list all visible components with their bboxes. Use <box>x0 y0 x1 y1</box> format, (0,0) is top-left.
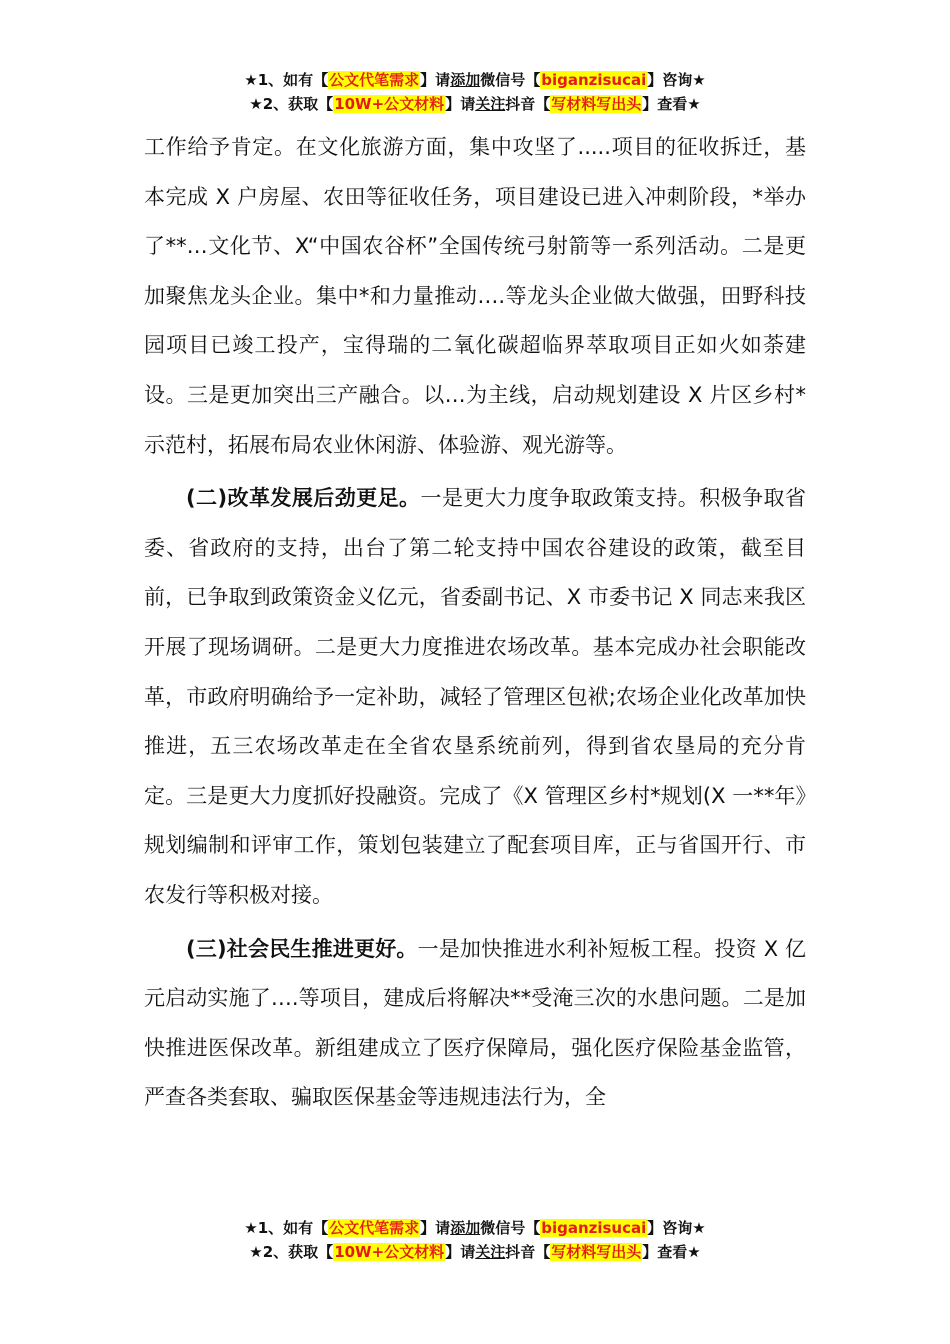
section-heading: (三)社会民生推进更好。 <box>186 936 418 961</box>
paragraph-text: 一是加快推进水利补短板工程。投资 X 亿元启动实施了….等项目，建成后将解决**受淹三次的水患问题。二是加快推进医保改革。新组建成立了医疗保障局，强化医疗保险基金监管，严查各类套取、骗取医保基金等违规违法行为，全 <box>144 936 806 1110</box>
banner-wechat-id: biganzisucai <box>541 1219 647 1237</box>
banner-text: ★1、如有【 <box>244 71 329 89</box>
banner-text: 】请 <box>420 1219 451 1237</box>
banner-text: ★2、获取【 <box>249 1243 334 1261</box>
banner-text: 】咨询★ <box>647 71 706 89</box>
banner-douyin-id: 写材料写出头 <box>551 95 642 113</box>
banner-line-1 <box>0 1216 950 1240</box>
section-heading: (二)改革发展后劲更足。 <box>186 486 421 511</box>
banner-text: 】请 <box>445 95 476 113</box>
banner-line-2 <box>0 1240 950 1264</box>
paragraph-reform <box>144 474 806 920</box>
footer-banner <box>0 1216 950 1264</box>
header-banner <box>0 68 950 116</box>
banner-underline-text: 关注 <box>475 95 506 113</box>
banner-line-2 <box>0 92 950 116</box>
banner-text: 】请 <box>420 71 451 89</box>
banner-text: ★2、获取【 <box>249 95 334 113</box>
banner-underline-text: 添加 <box>450 71 481 89</box>
banner-highlight: 公文代笔需求 <box>329 1219 420 1237</box>
banner-wechat-id: biganzisucai <box>541 71 647 89</box>
banner-text: 】查看★ <box>642 95 701 113</box>
banner-text: 】请 <box>445 1243 476 1261</box>
banner-text: ★1、如有【 <box>244 1219 329 1237</box>
banner-text: 】查看★ <box>642 1243 701 1261</box>
banner-highlight: 10W+公文材料 <box>334 1243 445 1261</box>
banner-douyin-id: 写材料写出头 <box>551 1243 642 1261</box>
banner-highlight: 公文代笔需求 <box>329 71 420 89</box>
banner-text: 抖音【 <box>505 1243 551 1261</box>
banner-line-1 <box>0 68 950 92</box>
banner-underline-text: 添加 <box>450 1219 481 1237</box>
document-body <box>144 123 806 1123</box>
banner-text: 】咨询★ <box>647 1219 706 1237</box>
banner-text: 微信号【 <box>480 71 541 89</box>
banner-underline-text: 关注 <box>475 1243 506 1261</box>
banner-text: 抖音【 <box>505 95 551 113</box>
paragraph-text: 一是更大力度争取政策支持。积极争取省委、省政府的支持，出台了第二轮支持中国农谷建设的政策，截至目前，已争取到政策资金义亿元，省委副书记、X 市委书记 X 同志来我区开展了现场调研。二是更大力度推进农场改革。基本完成办社会职能改革，市政府明确给予一定补助，减轻了管理区包袱;农场企业化改革加快推进，五三农场改革走在全省农垦系统前列，得到省农垦局的充分肯定。三是更大力度抓好投融资。完成了《X 管理区乡村*规划(X 一**年》规划编制和评审工作，策划包装建立了配套项目库，正与省国开行、市农发行等积极对接。 <box>144 486 806 907</box>
banner-text: 微信号【 <box>480 1219 541 1237</box>
paragraph-continuation: 工作给予肯定。在文化旅游方面，集中攻坚了.....项目的征收拆迁，基本完成 X 户房屋、农田等征收任务，项目建设已进入冲刺阶段，*举办了**…文化节、X“中国农谷杯”全国传统弓射箭等一系列活动。二是更加聚焦龙头企业。集中*和力量推动….等龙头企业做大做强，田野科技园项目已竣工投产，宝得瑞的二氧化碳超临界萃取项目正如火如荼建设。三是更加突出三产融合。以…为主线，启动规划建设 X 片区乡村*示范村，拓展布局农业休闲游、体验游、观光游等。 <box>144 135 806 457</box>
banner-highlight: 10W+公文材料 <box>334 95 445 113</box>
paragraph-livelihood <box>144 925 806 1123</box>
